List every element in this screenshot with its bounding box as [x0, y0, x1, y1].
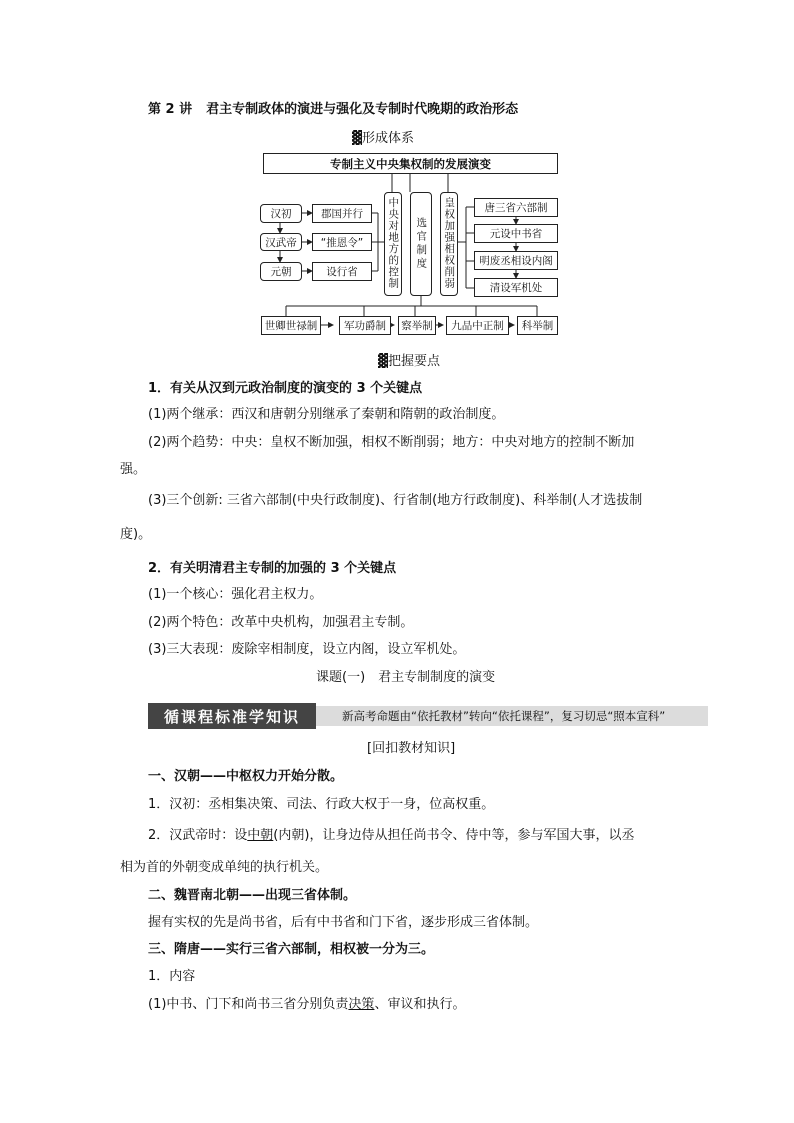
right-ming: 明废丞相设内阁: [474, 251, 558, 270]
center-imperial-power-label: 皇权加强相权削弱: [443, 197, 456, 289]
banner-title: 循课程标准学知识: [148, 703, 316, 729]
chapter-title: [148, 98, 518, 117]
points-item-1-2a: (2)两个趋势：中央：皇权不断加强，相权不断削弱；地方：中央对地方的控制不断加: [148, 435, 635, 450]
bottom-shiqing: 世卿世禄制: [261, 316, 321, 335]
body-item-1-1: 1．汉初：丞相集决策、司法、行政大权于一身，位高权重。: [148, 797, 495, 812]
body-section-1: 一、汉朝——中枢权力开始分散。: [148, 769, 344, 784]
points-item-1-2b: 强。: [120, 462, 147, 477]
diagram-top-box: 专制主义中央集权制的发展演变: [263, 153, 558, 174]
chapter-number: 第 2 讲: [148, 102, 193, 117]
body-item-1-2: [148, 824, 634, 843]
points-item-2-1: (1)一个核心：强化君主权力。: [148, 587, 323, 602]
right-tang: 唐三省六部制: [474, 198, 558, 217]
right-qing: 清设军机处: [474, 278, 558, 297]
section-heading-points: ▓把握要点: [378, 354, 440, 369]
points-item-1-1: (1)两个继承：西汉和唐朝分别继承了秦朝和隋朝的政治制度。: [148, 407, 505, 422]
points-item-1-3b: 度)。: [120, 527, 152, 542]
center-official-selection-label: 选官制度: [415, 217, 428, 271]
body-item-1-2-cont: 相为首的外朝变成单纯的执行机关。: [120, 860, 329, 875]
center-official-selection: [410, 192, 432, 296]
dynasty-han-early: 汉初: [260, 204, 302, 223]
body-item-2-1: 握有实权的先是尚书省，后有中书省和门下省，逐步形成三省体制。: [148, 915, 539, 930]
chapter-name: 君主专制政体的演进与强化及专制时代晚期的政治形态: [206, 102, 519, 117]
body-item-1-2-post: (内朝)，让身边侍从担任尚书令、侍中等，参与军国大事，以丞: [273, 828, 635, 843]
bottom-jungong: 军功爵制: [339, 316, 391, 335]
points-item-1-3a: (3)三个创新: 三省六部制(中央行政制度)、行省制(地方行政制度)、科举制(人才选拔制: [148, 493, 643, 508]
body-item-1-2-pre: 2．汉武帝时：设: [148, 828, 248, 843]
dynasty-yuan: 元朝: [260, 262, 302, 281]
points-item-2-2: (2)两个特色：改革中央机构，加强君主专制。: [148, 615, 414, 630]
bottom-keju: 科举制: [517, 316, 558, 335]
body-section-2: 二、魏晋南北朝——出现三省体制。: [148, 888, 357, 903]
points-heading-2: 2．有关明清君主专制的加强的 3 个关键点: [148, 561, 397, 576]
right-yuan: 元设中书省: [474, 224, 558, 243]
banner-note: 新高考命题由“依托教材”转向“依托课程”，复习切忌“照本宣科”: [312, 706, 708, 726]
body-item-3-1: [148, 993, 465, 1012]
measure-jun-guo: 郡国并行: [312, 204, 372, 223]
bottom-chaju: 察举制: [398, 316, 436, 335]
bottom-jiupin: 九品中正制: [446, 316, 509, 335]
section-heading-system: ▓形成体系: [352, 131, 414, 146]
measure-xing-sheng: 设行省: [312, 262, 372, 281]
measure-tuien-ling: “推恩令”: [312, 233, 372, 251]
body-item-3-1-post: 、审议和执行。: [374, 997, 466, 1012]
center-imperial-power: [440, 192, 458, 296]
center-local-control-label: 中央对地方的控制: [387, 197, 400, 289]
points-heading-1: 1．有关从汉到元政治制度的演变的 3 个关键点: [148, 381, 423, 396]
diagram-connectors: [0, 0, 794, 345]
body-item-3-1-underline: 决策: [348, 997, 375, 1012]
points-item-2-3: (3)三大表现：废除宰相制度，设立内阁，设立军机处。: [148, 642, 466, 657]
review-heading: [回扣教材知识]: [367, 741, 456, 756]
center-local-control: [384, 192, 402, 296]
body-section-3: 三、隋唐——实行三省六部制，相权被一分为三。: [148, 942, 435, 957]
body-item-3-1-pre: (1)中书、门下和尚书三省分别负责: [148, 997, 349, 1012]
development-diagram: [0, 0, 794, 345]
dynasty-han-wudi: 汉武帝: [260, 233, 302, 251]
body-item-3-heading: 1．内容: [148, 969, 196, 984]
body-item-1-2-underline: 中朝: [247, 828, 274, 843]
topic-title: 课题(一) 君主专制制度的演变: [316, 670, 496, 685]
